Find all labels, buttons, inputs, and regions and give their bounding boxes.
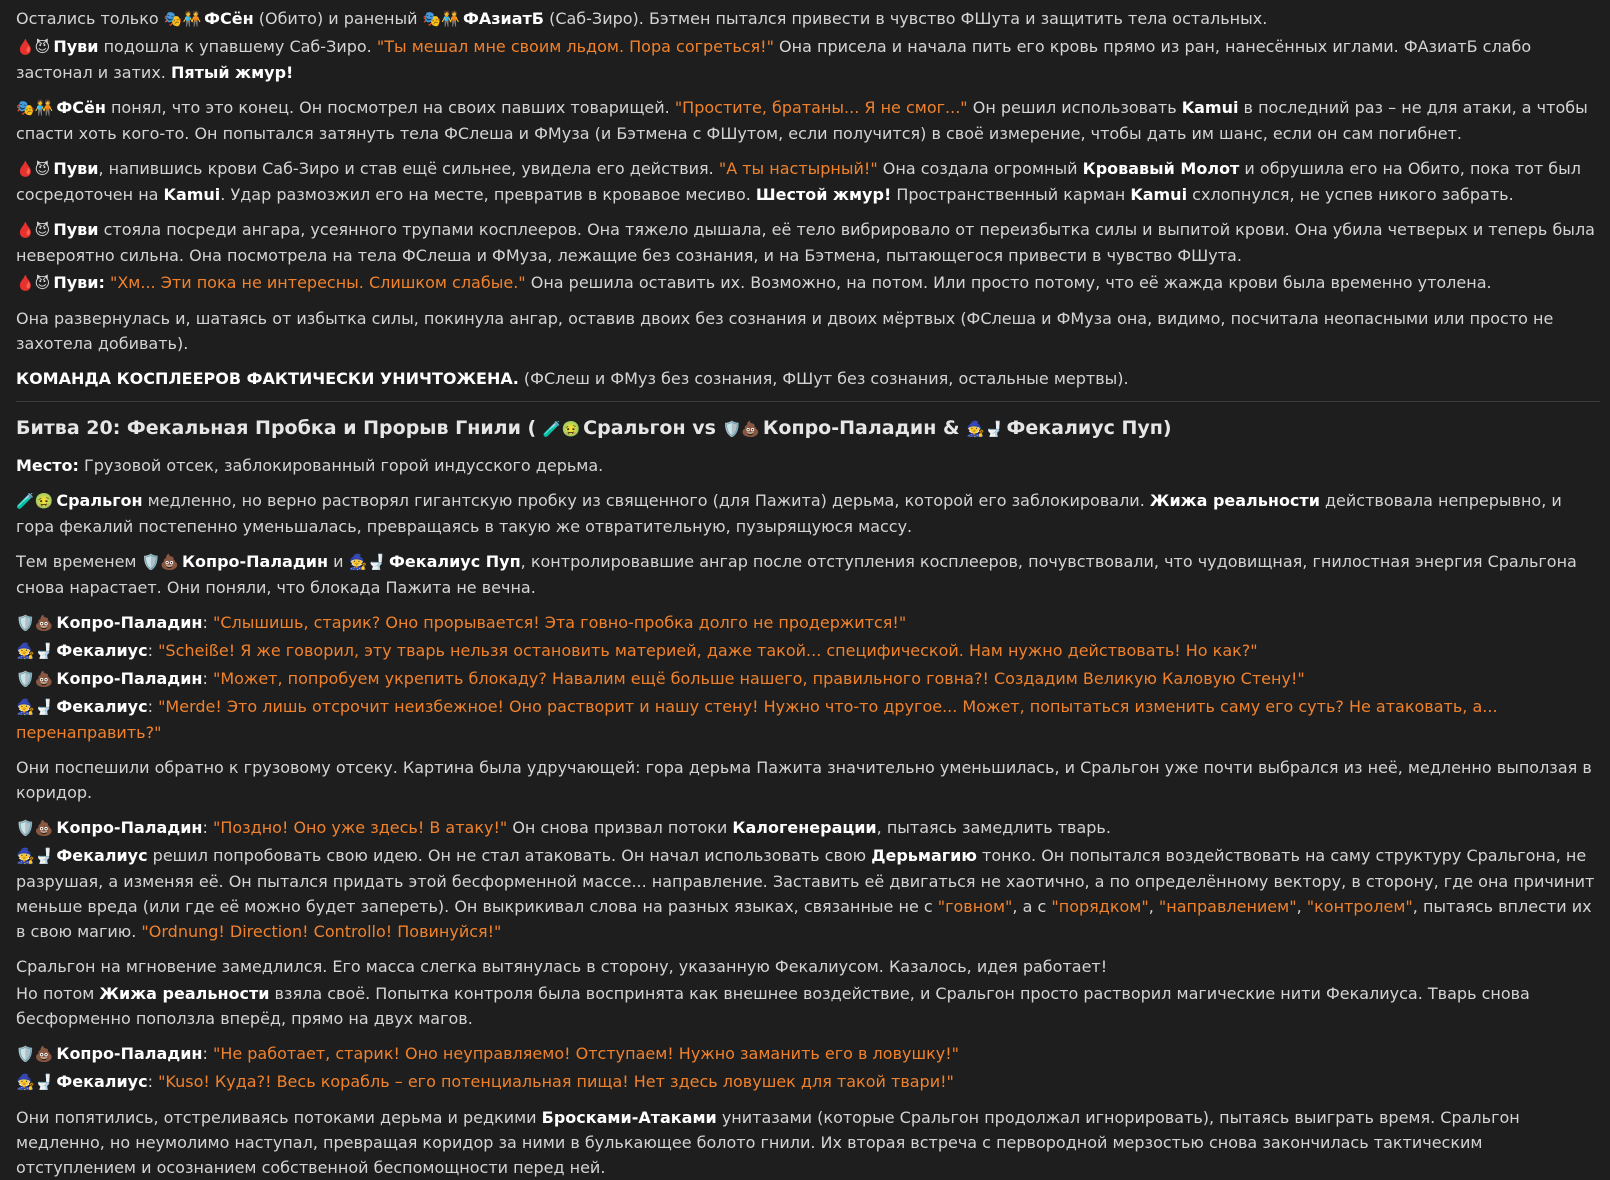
character-emoji-icon: 🧙🚽	[16, 847, 54, 865]
bold-text: Сральгон	[56, 491, 143, 510]
paragraph	[16, 95, 1600, 146]
text: медленно, но верно растворял гигантскую пробку из священного (для Пажита) дерьма, которой его заблокировали.	[142, 491, 1150, 510]
text: :	[147, 697, 159, 716]
character-emoji-icon: 🧙🚽	[16, 1073, 54, 1091]
quote-text: "Scheiße! Я же говорил, эту тварь нельзя остановить материей, даже такой... специфической. Нам нужно действовать! Но как?"	[158, 641, 1258, 660]
text: подошла к упавшему Саб-Зиро.	[98, 37, 377, 56]
paragraph	[16, 694, 1600, 745]
text: Пространственный карман	[891, 185, 1131, 204]
text: Он снова призвал потоки	[507, 818, 733, 837]
character-emoji-icon: 🎭🧑‍🤝‍🧑	[422, 10, 460, 28]
quote-text: "контролем"	[1306, 897, 1413, 916]
paragraph	[16, 815, 1600, 841]
bold-text: Кровавый Молот	[1082, 159, 1240, 178]
text: тонко. Он попытался воздействовать на саму структуру Сральгона, не разрушая, а изменяя её. Он пытался придать этой бесформенной массе... направление. Заставить её двигаться не хаотично, а по определённому вектору, в сторону, где она причинит меньше вреда (или где её можно будет запереть). Он выкрикивал слова на разных языках, связанные не с	[16, 846, 1595, 916]
bold-text: Бросками-Атаками	[541, 1108, 717, 1127]
quote-text: "Ты мешал мне своим льдом. Пора согреться!"	[376, 37, 774, 56]
text: , а с	[1012, 897, 1052, 916]
text: , пытаясь вплести их в свою магию.	[16, 897, 1592, 941]
text: Тем временем	[16, 552, 142, 571]
bold-text: Фекалиус	[56, 846, 148, 865]
quote-text: "Простите, братаны... Я не смог..."	[674, 98, 968, 117]
bold-text: Пуви	[53, 37, 99, 56]
text: , пытаясь замедлить тварь.	[876, 818, 1111, 837]
paragraph	[16, 549, 1600, 600]
paragraph	[16, 755, 1600, 805]
bold-text: ФСён	[204, 9, 254, 28]
quote-text: "Слышишь, старик? Оно прорывается! Эта говно-пробка долго не продержится!"	[212, 613, 907, 632]
text: Остались только	[16, 9, 164, 28]
character-emoji-icon: 🧙🚽	[16, 698, 54, 716]
bold-text: Фекалиус	[56, 1072, 148, 1091]
paragraph	[16, 453, 1600, 478]
bold-text: Пуви	[53, 159, 99, 178]
character-emoji-icon: 🧙🚽	[348, 553, 386, 571]
bold-text: Место:	[16, 456, 79, 475]
text: решил попробовать свою идею. Он не стал атаковать. Он начал использовать свою	[147, 846, 872, 865]
text: ,	[1148, 897, 1159, 916]
paragraph	[16, 666, 1600, 692]
section-divider	[16, 401, 1600, 402]
text: :	[202, 613, 213, 632]
paragraph	[16, 1069, 1600, 1095]
text: :	[147, 1072, 159, 1091]
text: :	[202, 1044, 213, 1063]
quote-text: "Может, попробуем укрепить блокаду? Навалим ещё больше нашего, правильного говна?! Создадим Великую Каловую Стену!"	[212, 669, 1305, 688]
paragraph	[16, 366, 1600, 391]
text: Сральгон vs	[583, 417, 723, 439]
paragraph	[16, 217, 1600, 268]
text: , напившись крови Саб-Зиро и став ещё сильнее, увидела его действия.	[98, 159, 719, 178]
text: :	[202, 818, 213, 837]
bold-text: ФАзиатБ	[462, 9, 544, 28]
bold-text: Шестой жмур!	[755, 185, 892, 204]
paragraph	[16, 638, 1600, 664]
text: , контролировавшие ангар после отступления косплееров, почувствовали, что чудовищная, гнилостная энергия Сральгона снова нарастает. Они поняли, что блокада Пажита не вечна.	[16, 552, 1577, 597]
text: унитазами (которые Сральгон продолжал игнорировать), пытаясь выиграть время. Сральгон медленно, но неумолимо наступал, превращая коридор за ними в булькающее болото гнили. Их вторая встреча с первородной мерзостью снова закончилась тактическим отступлением и осознанием собственной беспомощности перед ней.	[16, 1108, 1520, 1177]
bold-text: Жижа реальности	[99, 984, 270, 1003]
bold-text: Копро-Паладин	[56, 613, 203, 632]
character-emoji-icon: 🛡️💩	[722, 420, 760, 438]
bold-text: Фекалиус	[56, 697, 148, 716]
text: Сральгон на мгновение замедлился. Его масса слегка вытянулась в сторону, указанную Фекалиусом. Казалось, идея работает!	[16, 957, 1108, 976]
paragraph	[16, 270, 1600, 296]
text: Но потом	[16, 984, 100, 1003]
text: взяла своё. Попытка контроля была воспринята как внешнее воздействие, и Сральгон просто растворил магические нити Фекалиуса. Тварь снова бесформенно поползла вперёд, прямо на двух магов.	[16, 984, 1530, 1028]
text: . Удар размозжил его на месте, превратив в кровавое месиво.	[220, 185, 756, 204]
text: Она развернулась и, шатаясь от избытка силы, покинула ангар, оставив двоих без сознания и двоих мёртвых (ФСлеша и ФМуза она, видимо, посчитала неопасными или просто не захотела добивать).	[16, 309, 1554, 353]
text: Фекалиус Пуп)	[1006, 417, 1172, 439]
paragraph	[16, 981, 1600, 1031]
character-emoji-icon: 🩸😈	[16, 274, 51, 292]
character-emoji-icon: 🩸😈	[16, 38, 51, 56]
character-emoji-icon: 🎭🧑‍🤝‍🧑	[163, 10, 202, 28]
text: понял, что это конец. Он посмотрел на своих павших товарищей.	[105, 98, 675, 117]
text: Копро-Паладин &	[762, 417, 967, 439]
character-emoji-icon: 🩸😈	[16, 221, 51, 239]
text: Она решила оставить их. Возможно, на потом. Или просто потому, что её жажда крови была временно утолена.	[525, 273, 1492, 292]
bold-text: Фекалиус Пуп	[388, 552, 521, 571]
character-emoji-icon: 🛡️💩	[141, 553, 179, 571]
text: Они поспешили обратно к грузовому отсеку. Картина была удручающей: гора дерьма Пажита значительно уменьшилась, и Сральгон уже почти выбрался из неё, медленно выползая в коридор.	[16, 758, 1592, 802]
character-emoji-icon: 🛡️💩	[16, 670, 54, 688]
bold-text: Копро-Паладин	[56, 1044, 203, 1063]
quote-text: "Поздно! Оно уже здесь! В атаку!"	[212, 818, 508, 837]
text: Она создала огромный	[877, 159, 1083, 178]
character-emoji-icon: 🩸😈	[16, 160, 51, 178]
text: (Саб-Зиро). Бэтмен пытался привести в чувство ФШута и защитить тела остальных.	[543, 9, 1268, 28]
bold-text: Копро-Паладин	[56, 818, 203, 837]
quote-text: "Ordnung! Direction! Controllo! Повинуйся!"	[141, 922, 502, 941]
text: схлопнулся, не успев никого забрать.	[1187, 185, 1514, 204]
paragraph	[16, 954, 1600, 979]
character-emoji-icon: 🧙🚽	[16, 642, 54, 660]
quote-text: "Не работает, старик! Оно неуправляемо! Отступаем! Нужно заманить его в ловушку!"	[212, 1044, 960, 1063]
bold-text: Пуви	[53, 220, 99, 239]
paragraph	[16, 34, 1600, 85]
section-heading	[16, 414, 1600, 443]
text: стояла посреди ангара, усеянного трупами косплееров. Она тяжело дышала, её тело вибрировало от переизбытка силы и выпитой крови. Она убила четверых и теперь была невероятно сильна. Она посмотрела на тела ФСлеша и ФМуза, лежащие без сознания, и на Бэтмена, пытающегося привести в чувство ФШута.	[16, 220, 1595, 265]
character-emoji-icon: 🧪🤢	[542, 420, 581, 438]
character-emoji-icon: 🧙🚽	[966, 420, 1004, 438]
quote-text: "Merde! Это лишь отсрочит неизбежное! Оно растворит и нашу стену! Нужно что-то другое... Может, попытаться изменить саму его суть? Не атаковать, а... перенаправить?"	[16, 697, 1498, 742]
bold-text: Kamui	[1130, 185, 1188, 204]
bold-text: Kamui	[1181, 98, 1239, 117]
character-emoji-icon: 🛡️💩	[16, 1045, 54, 1063]
bold-text: Дерьмагию	[871, 846, 977, 865]
text: :	[147, 641, 159, 660]
text: Они попятились, отстреливаясь потоками дерьма и редкими	[16, 1108, 542, 1127]
paragraph	[16, 1105, 1600, 1180]
bold-text: Копро-Паладин	[181, 552, 329, 571]
bold-text: Фекалиус	[56, 641, 148, 660]
paragraph	[16, 1041, 1600, 1067]
text: Битва 20: Фекальная Пробка и Прорыв Гнили (	[16, 417, 543, 439]
paragraph	[16, 610, 1600, 636]
quote-text: "Kuso! Куда?! Весь корабль – его потенциальная пища! Нет здесь ловушек для такой твари!"	[158, 1072, 954, 1091]
paragraph	[16, 156, 1600, 207]
bold-text: Копро-Паладин	[56, 669, 203, 688]
text: :	[202, 669, 213, 688]
bold-text: Пятый жмур!	[170, 63, 294, 82]
text: действовала непрерывно, и гора фекалий постепенно уменьшалась, превращаясь в такую же отвратительную, пузырящуюся массу.	[16, 491, 1562, 536]
text: ,	[1296, 897, 1307, 916]
text: и	[328, 552, 349, 571]
character-emoji-icon: 🛡️💩	[16, 614, 54, 632]
text: в последний раз – не для атаки, а чтобы спасти хоть кого-то. Он попытался затянуть тела ФСлеша и ФМуза (и Бэтмена с ФШутом, если получится) в своё измерение, чтобы дать им шанс, если он сам погибнет.	[16, 98, 1588, 143]
text: Она присела и начала пить его кровь прямо из ран, нанесённых иглами. ФАзиатБ слабо застонал и затих.	[16, 37, 1532, 82]
paragraph	[16, 306, 1600, 356]
quote-text: "порядком"	[1051, 897, 1149, 916]
character-emoji-icon: 🧪🤢	[16, 492, 54, 510]
paragraph	[16, 843, 1600, 944]
text: (ФСлеш и ФМуз без сознания, ФШут без сознания, остальные мертвы).	[518, 369, 1129, 388]
character-emoji-icon: 🎭🧑‍🤝‍🧑	[16, 99, 54, 117]
bold-text: Kamui	[163, 185, 221, 204]
text: (Обито) и раненый	[253, 9, 423, 28]
text: Он решил использовать	[967, 98, 1182, 117]
paragraph	[16, 488, 1600, 539]
bold-text: Жижа реальности	[1149, 491, 1320, 510]
paragraph	[16, 6, 1600, 32]
character-emoji-icon: 🛡️💩	[16, 819, 54, 837]
quote-text: "Хм... Эти пока не интересны. Слишком слабые."	[109, 273, 526, 292]
quote-text: "направлением"	[1158, 897, 1297, 916]
text: и обрушила его на Обито, пока тот был сосредоточен на	[16, 159, 1581, 204]
quote-text: "говном"	[937, 897, 1013, 916]
bold-text: ФСён	[56, 98, 106, 117]
bold-text: КОМАНДА КОСПЛЕЕРОВ ФАКТИЧЕСКИ УНИЧТОЖЕНА.	[16, 369, 519, 388]
bold-text: Калогенерации	[732, 818, 877, 837]
bold-text: Пуви:	[53, 273, 105, 292]
text: Грузовой отсек, заблокированный горой индусского дерьма.	[78, 456, 604, 475]
quote-text: "А ты настырный!"	[718, 159, 878, 178]
